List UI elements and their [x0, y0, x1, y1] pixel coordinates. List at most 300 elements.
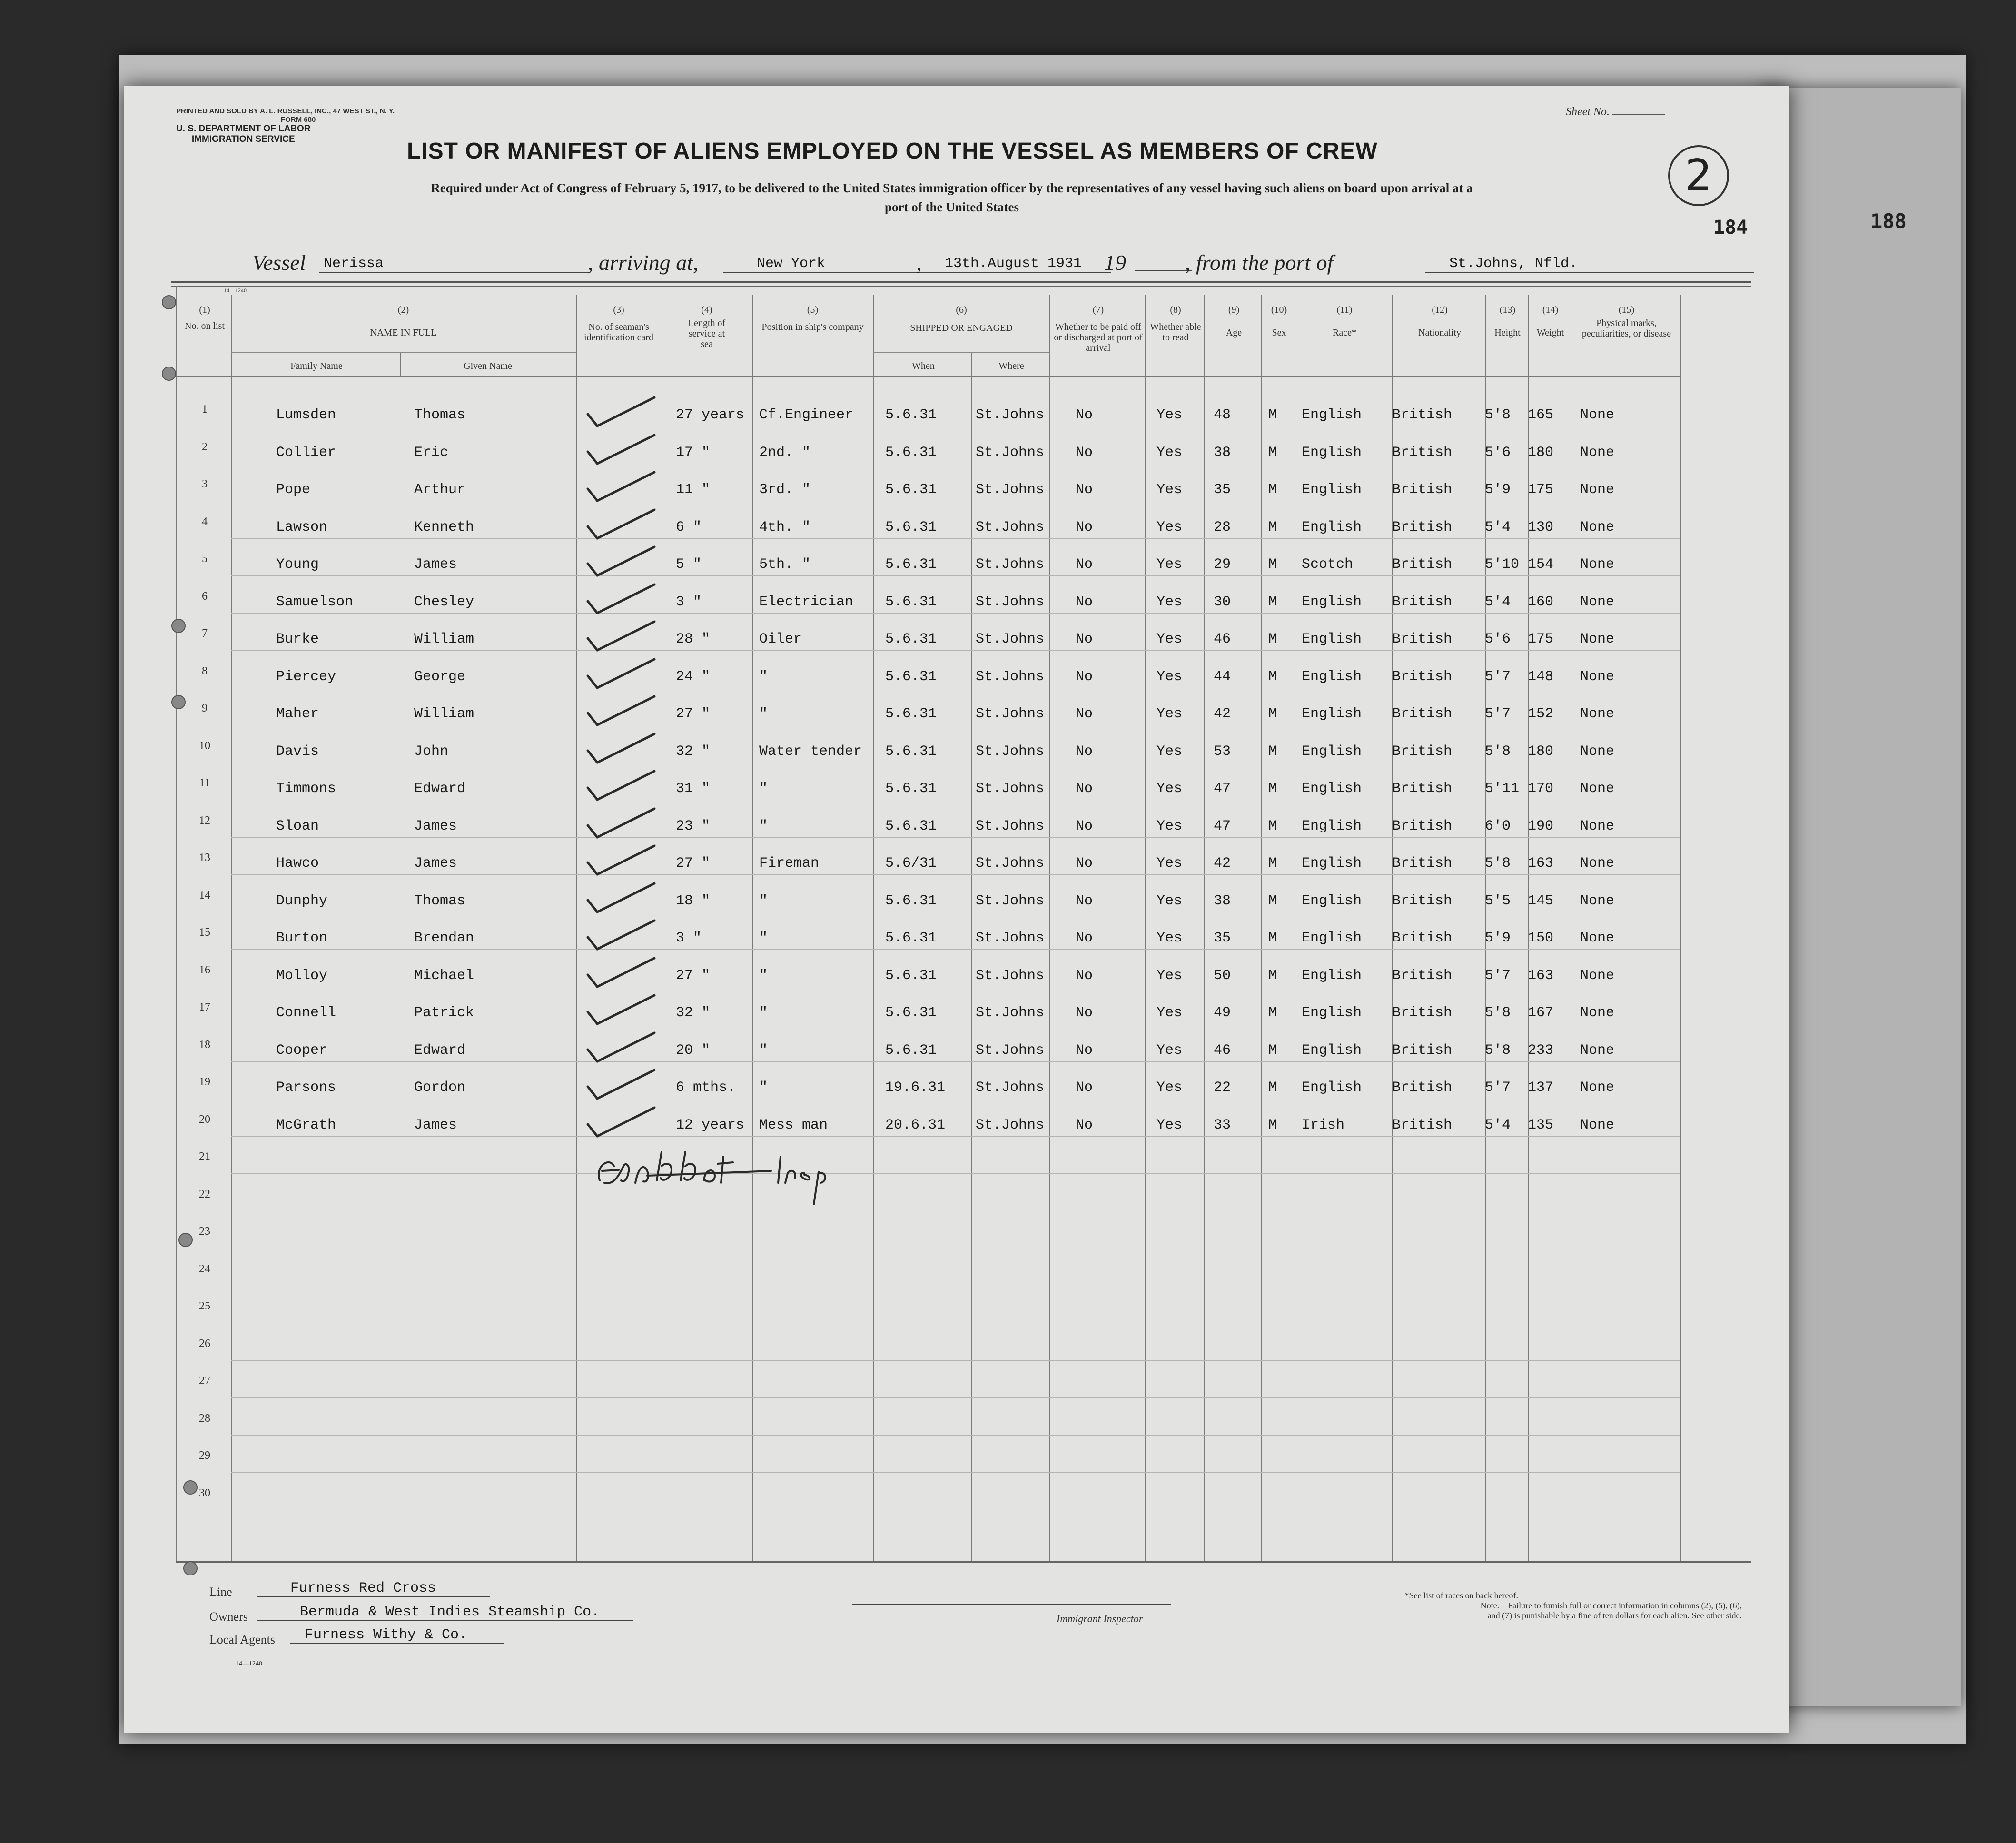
row-number: 25 — [199, 1300, 210, 1312]
cell-weight: 180 — [1528, 743, 1554, 760]
cell-marks: None — [1580, 407, 1615, 423]
cell-sex: M — [1268, 781, 1277, 797]
row-number: 1 — [202, 403, 208, 416]
checkmark-icon — [583, 393, 659, 431]
cell-family: Pope — [276, 482, 311, 498]
col-9-header: (9) Age — [1225, 305, 1242, 338]
cell-where: St.Johns — [976, 818, 1045, 834]
cell-when: 5.6.31 — [885, 631, 937, 647]
row-number: 23 — [199, 1225, 210, 1238]
cell-height: 5'8 — [1485, 407, 1511, 423]
cell-nationality: British — [1392, 1042, 1453, 1059]
cell-marks: None — [1580, 556, 1615, 573]
cell-nationality: British — [1392, 781, 1453, 797]
cell-family: Maher — [276, 706, 319, 722]
cell-weight: 165 — [1528, 407, 1554, 423]
cell-height: 5'6 — [1485, 444, 1511, 461]
cell-where: St.Johns — [976, 444, 1045, 461]
cell-sex: M — [1268, 444, 1277, 461]
cell-sex: M — [1268, 556, 1277, 573]
row-number: 30 — [199, 1486, 210, 1499]
comma: , — [916, 250, 922, 275]
cell-race: English — [1302, 930, 1362, 946]
cell-where: St.Johns — [976, 855, 1045, 872]
cell-given: Chesley — [414, 594, 474, 610]
cell-weight: 160 — [1528, 594, 1554, 610]
cell-race: English — [1302, 967, 1362, 984]
row-rule — [231, 1397, 1680, 1398]
col-8-header: (8) Whether able to read — [1150, 305, 1201, 343]
row-rule — [231, 613, 1680, 614]
cell-sex: M — [1268, 1042, 1277, 1059]
cell-given: George — [414, 668, 466, 685]
owners-label: Owners — [209, 1610, 248, 1624]
vessel-name: Nerissa — [319, 256, 590, 273]
cell-sex: M — [1268, 1005, 1277, 1021]
agents-label: Local Agents — [209, 1633, 275, 1646]
footer — [209, 1580, 1742, 1704]
binder-hole — [162, 367, 176, 381]
cell-paid: No — [1076, 818, 1093, 834]
cell-when: 5.6.31 — [885, 930, 937, 946]
cell-where: St.Johns — [976, 1042, 1045, 1059]
cell-race: English — [1302, 668, 1362, 685]
checkmark-icon — [583, 617, 659, 655]
col-7-header: (7) Whether to be paid off or discharged at port of arrival — [1054, 305, 1143, 353]
cell-read: Yes — [1156, 743, 1183, 760]
cell-family: Piercey — [276, 668, 336, 685]
cell-service: 31 " — [676, 781, 711, 797]
cell-family: Timmons — [276, 781, 336, 797]
cell-read: Yes — [1156, 407, 1183, 423]
cell-height: 5'8 — [1485, 743, 1511, 760]
cell-nationality: British — [1392, 855, 1453, 872]
cell-nationality: British — [1392, 556, 1453, 573]
cell-nationality: British — [1392, 1005, 1453, 1021]
cell-marks: None — [1580, 594, 1615, 610]
cell-position: 2nd. " — [759, 444, 811, 461]
cell-service: 3 " — [676, 930, 702, 946]
cell-given: Edward — [414, 781, 466, 797]
row-number: 26 — [199, 1337, 210, 1350]
cell-height: 5'7 — [1485, 706, 1511, 722]
cell-paid: No — [1076, 706, 1093, 722]
cell-where: St.Johns — [976, 631, 1045, 647]
row-number: 17 — [199, 1001, 210, 1013]
checkmark-icon — [583, 692, 659, 730]
col-6-where-header: Where — [998, 361, 1024, 371]
cell-service: 28 " — [676, 631, 711, 647]
cell-age: 44 — [1214, 668, 1231, 685]
cell-weight: 152 — [1528, 706, 1554, 722]
cell-marks: None — [1580, 706, 1615, 722]
cell-position: " — [759, 930, 768, 946]
cell-paid: No — [1076, 556, 1093, 573]
row-rule — [231, 1360, 1680, 1361]
cell-read: Yes — [1156, 1042, 1183, 1059]
cell-where: St.Johns — [976, 482, 1045, 498]
cell-read: Yes — [1156, 781, 1183, 797]
row-rule — [231, 1435, 1680, 1436]
cell-when: 20.6.31 — [885, 1117, 946, 1133]
cell-when: 5.6.31 — [885, 482, 937, 498]
col-2-given-header: Given Name — [464, 361, 512, 371]
cell-sex: M — [1268, 407, 1277, 423]
cell-nationality: British — [1392, 967, 1453, 984]
cell-given: John — [414, 743, 449, 760]
cell-weight: 154 — [1528, 556, 1554, 573]
cell-age: 47 — [1214, 781, 1231, 797]
owners-value: Bermuda & West Indies Steamship Co. — [257, 1604, 633, 1621]
cell-weight: 167 — [1528, 1005, 1554, 1021]
cell-race: English — [1302, 743, 1362, 760]
cell-nationality: British — [1392, 668, 1453, 685]
cell-given: William — [414, 706, 474, 722]
cell-position: " — [759, 781, 768, 797]
crew-table — [124, 86, 1789, 1733]
cell-when: 5.6.31 — [885, 556, 937, 573]
cell-paid: No — [1076, 1117, 1093, 1133]
row-number: 12 — [199, 814, 210, 827]
cell-read: Yes — [1156, 444, 1183, 461]
cell-service: 12 years — [676, 1117, 745, 1133]
agents-value: Furness Withy & Co. — [290, 1627, 504, 1644]
cell-marks: None — [1580, 444, 1615, 461]
cell-nationality: British — [1392, 892, 1453, 909]
cell-given: Michael — [414, 967, 474, 984]
cell-age: 29 — [1214, 556, 1231, 573]
cell-height: 5'4 — [1485, 594, 1511, 610]
cell-given: Patrick — [414, 1005, 474, 1021]
cell-where: St.Johns — [976, 967, 1045, 984]
checkmark-icon — [583, 841, 659, 879]
cell-family: Collier — [276, 444, 336, 461]
cell-nationality: British — [1392, 1080, 1453, 1096]
cell-family: Hawco — [276, 855, 319, 872]
department-heading: U. S. DEPARTMENT OF LABOR IMMIGRATION SERVICE — [176, 124, 311, 144]
cell-marks: None — [1580, 668, 1615, 685]
row-number: 18 — [199, 1038, 210, 1051]
cell-service: 27 " — [676, 967, 711, 984]
cell-sex: M — [1268, 594, 1277, 610]
col-4-header: (4) Length of service at sea — [688, 305, 726, 349]
cell-when: 5.6.31 — [885, 781, 937, 797]
cell-family: Burke — [276, 631, 319, 647]
cell-marks: None — [1580, 482, 1615, 498]
cell-height: 5'8 — [1485, 1042, 1511, 1059]
cell-sex: M — [1268, 743, 1277, 760]
arrival-date: 13th.August 1931 — [930, 256, 1111, 273]
cell-given: Thomas — [414, 407, 466, 423]
cell-weight: 163 — [1528, 855, 1554, 872]
cell-when: 5.6.31 — [885, 594, 937, 610]
cell-age: 42 — [1214, 706, 1231, 722]
checkmark-icon — [583, 991, 659, 1029]
cell-position: Electrician — [759, 594, 854, 610]
row-number: 13 — [199, 852, 210, 864]
cell-where: St.Johns — [976, 594, 1045, 610]
cell-age: 22 — [1214, 1080, 1231, 1096]
row-rule — [231, 949, 1680, 950]
cell-marks: None — [1580, 519, 1615, 535]
row-rule — [231, 538, 1680, 539]
cell-age: 35 — [1214, 482, 1231, 498]
row-number: 14 — [199, 889, 210, 902]
cell-sex: M — [1268, 930, 1277, 946]
row-number: 21 — [199, 1150, 210, 1163]
col-6-when-header: When — [912, 361, 935, 371]
cell-age: 53 — [1214, 743, 1231, 760]
row-number: 19 — [199, 1076, 210, 1088]
cell-nationality: British — [1392, 1117, 1453, 1133]
row-number: 10 — [199, 739, 210, 752]
cell-sex: M — [1268, 818, 1277, 834]
cell-read: Yes — [1156, 519, 1183, 535]
cell-weight: 148 — [1528, 668, 1554, 685]
cell-family: Connell — [276, 1005, 336, 1021]
from-label: , from the port of — [1185, 250, 1334, 275]
cell-paid: No — [1076, 1005, 1093, 1021]
year-label: 19 — [1104, 250, 1126, 275]
cell-height: 5'9 — [1485, 930, 1511, 946]
cell-age: 30 — [1214, 594, 1231, 610]
row-number: 16 — [199, 963, 210, 976]
cell-read: Yes — [1156, 668, 1183, 685]
cell-given: Kenneth — [414, 519, 474, 535]
stamp-number: 184 — [1713, 217, 1748, 238]
cell-weight: 175 — [1528, 631, 1554, 647]
cell-where: St.Johns — [976, 668, 1045, 685]
cell-race: English — [1302, 892, 1362, 909]
cell-paid: No — [1076, 668, 1093, 685]
cell-position: Cf.Engineer — [759, 407, 854, 423]
cell-given: Gordon — [414, 1080, 466, 1096]
cell-paid: No — [1076, 930, 1093, 946]
row-number: 4 — [202, 515, 208, 528]
cell-age: 38 — [1214, 892, 1231, 909]
cell-weight: 190 — [1528, 818, 1554, 834]
cell-weight: 150 — [1528, 930, 1554, 946]
cell-read: Yes — [1156, 818, 1183, 834]
row-rule — [231, 650, 1680, 651]
cell-position: " — [759, 818, 768, 834]
cell-weight: 233 — [1528, 1042, 1554, 1059]
cell-position: " — [759, 892, 768, 909]
col-14-header: (14) Weight — [1536, 305, 1564, 338]
row-rule — [231, 1061, 1680, 1062]
cell-position: Oiler — [759, 631, 802, 647]
cell-read: Yes — [1156, 1117, 1183, 1133]
row-number: 8 — [202, 664, 208, 677]
cell-nationality: British — [1392, 407, 1453, 423]
cell-age: 46 — [1214, 631, 1231, 647]
cell-nationality: British — [1392, 444, 1453, 461]
cell-position: " — [759, 706, 768, 722]
cell-read: Yes — [1156, 1005, 1183, 1021]
cell-service: 5 " — [676, 556, 702, 573]
cell-nationality: British — [1392, 482, 1453, 498]
row-rule — [231, 1472, 1680, 1473]
cell-where: St.Johns — [976, 519, 1045, 535]
cell-weight: 175 — [1528, 482, 1554, 498]
col-12-header: (12) Nationality — [1418, 305, 1461, 338]
row-number: 5 — [202, 553, 208, 565]
cell-when: 5.6.31 — [885, 743, 937, 760]
cell-sex: M — [1268, 706, 1277, 722]
cell-family: McGrath — [276, 1117, 336, 1133]
cell-when: 5.6.31 — [885, 892, 937, 909]
cell-sex: M — [1268, 519, 1277, 535]
cell-given: Brendan — [414, 930, 474, 946]
cell-height: 5'6 — [1485, 631, 1511, 647]
col-15-header: (15) Physical marks, peculiarities, or disease — [1581, 305, 1671, 339]
cell-marks: None — [1580, 781, 1615, 797]
col-11-header: (11) Race* — [1333, 305, 1356, 338]
cell-age: 35 — [1214, 930, 1231, 946]
row-number: 3 — [202, 478, 208, 490]
cell-marks: None — [1580, 818, 1615, 834]
cell-weight: 170 — [1528, 781, 1554, 797]
cell-height: 5'5 — [1485, 892, 1511, 909]
cell-where: St.Johns — [976, 1005, 1045, 1021]
cell-where: St.Johns — [976, 781, 1045, 797]
cell-paid: No — [1076, 1080, 1093, 1096]
checkmark-icon — [583, 916, 659, 954]
cell-family: Cooper — [276, 1042, 328, 1059]
cell-service: 23 " — [676, 818, 711, 834]
row-number: 29 — [199, 1449, 210, 1462]
cell-height: 5'4 — [1485, 519, 1511, 535]
page-subtitle: Required under Act of Congress of February 5, 1917, to be delivered to the United States immigration officer by the representatives of any vessel having such aliens on board upon arrival at a port of the United States — [431, 181, 1473, 214]
col-2-header: (2) NAME IN FULL — [370, 305, 437, 338]
cell-position: " — [759, 967, 768, 984]
cell-service: 32 " — [676, 1005, 711, 1021]
cell-nationality: British — [1392, 743, 1453, 760]
cell-sex: M — [1268, 668, 1277, 685]
row-rule — [231, 874, 1680, 875]
cell-race: English — [1302, 482, 1362, 498]
cell-marks: None — [1580, 1042, 1615, 1059]
cell-when: 5.6.31 — [885, 1042, 937, 1059]
cell-marks: None — [1580, 930, 1615, 946]
cell-service: 17 " — [676, 444, 711, 461]
checkmark-icon — [583, 542, 659, 580]
cell-service: 6 " — [676, 519, 702, 535]
sheet-no-label: Sheet No. — [1566, 106, 1665, 119]
checkmark-icon — [583, 1028, 659, 1066]
cell-read: Yes — [1156, 892, 1183, 909]
cell-race: English — [1302, 407, 1362, 423]
cell-service: 6 mths. — [676, 1080, 736, 1096]
cell-race: English — [1302, 519, 1362, 535]
cell-sex: M — [1268, 631, 1277, 647]
cell-age: 38 — [1214, 444, 1231, 461]
cell-read: Yes — [1156, 594, 1183, 610]
cell-height: 5'7 — [1485, 967, 1511, 984]
checkmark-icon — [583, 766, 659, 804]
cell-age: 42 — [1214, 855, 1231, 872]
cell-where: St.Johns — [976, 930, 1045, 946]
cell-when: 5.6.31 — [885, 1005, 937, 1021]
cell-weight: 135 — [1528, 1117, 1554, 1133]
printer-imprint: PRINTED AND SOLD BY A. L. RUSSELL, INC., 47 WEST ST., N. Y. FORM 680 — [176, 107, 395, 124]
cell-read: Yes — [1156, 706, 1183, 722]
cell-age: 48 — [1214, 407, 1231, 423]
col-6-header: (6) SHIPPED OR ENGAGED — [910, 305, 1013, 333]
binder-hole — [171, 695, 186, 709]
row-number: 15 — [199, 926, 210, 939]
cell-where: St.Johns — [976, 892, 1045, 909]
cell-given: James — [414, 855, 457, 872]
col-2-family-header: Family Name — [290, 361, 343, 371]
cell-race: English — [1302, 1005, 1362, 1021]
cell-paid: No — [1076, 1042, 1093, 1059]
row-rule — [231, 1136, 1680, 1137]
back-sheet — [1761, 88, 1961, 1706]
checkmark-icon — [583, 654, 659, 693]
cell-marks: None — [1580, 631, 1615, 647]
row-number: 11 — [199, 777, 210, 789]
cell-nationality: British — [1392, 930, 1453, 946]
cell-height: 5'7 — [1485, 1080, 1511, 1096]
cell-race: English — [1302, 855, 1362, 872]
vessel-label: Vessel — [252, 250, 306, 275]
cell-weight: 137 — [1528, 1080, 1554, 1096]
cell-family: Lumsden — [276, 407, 336, 423]
cell-marks: None — [1580, 967, 1615, 984]
cell-read: Yes — [1156, 556, 1183, 573]
cell-nationality: British — [1392, 818, 1453, 834]
line-value: Furness Red Cross — [257, 1580, 490, 1597]
cell-race: English — [1302, 594, 1362, 610]
cell-family: Lawson — [276, 519, 328, 535]
cell-when: 5.6.31 — [885, 967, 937, 984]
cell-position: " — [759, 1042, 768, 1059]
cell-position: Fireman — [759, 855, 820, 872]
cell-family: Davis — [276, 743, 319, 760]
cell-family: Samuelson — [276, 594, 354, 610]
cell-given: James — [414, 556, 457, 573]
col-1-header: (1) No. on list — [185, 305, 225, 331]
cell-age: 28 — [1214, 519, 1231, 535]
cell-height: 5'11 — [1485, 781, 1520, 797]
form-code: 14—1240 — [236, 1660, 262, 1667]
back-stamp-number: 188 — [1870, 209, 1907, 233]
cell-when: 5.6.31 — [885, 444, 937, 461]
cell-paid: No — [1076, 482, 1093, 498]
cell-age: 46 — [1214, 1042, 1231, 1059]
cell-paid: No — [1076, 594, 1093, 610]
cell-nationality: British — [1392, 706, 1453, 722]
cell-position: " — [759, 1005, 768, 1021]
cell-paid: No — [1076, 855, 1093, 872]
cell-race: English — [1302, 781, 1362, 797]
cell-read: Yes — [1156, 631, 1183, 647]
cell-sex: M — [1268, 482, 1277, 498]
cell-position: Water tender — [759, 743, 862, 760]
cell-race: Scotch — [1302, 556, 1354, 573]
cell-family: Young — [276, 556, 319, 573]
from-port: St.Johns, Nfld. — [1425, 256, 1754, 273]
col-5-header: (5) Position in ship's company — [761, 305, 864, 332]
cell-when: 5.6.31 — [885, 407, 937, 423]
cell-service: 32 " — [676, 743, 711, 760]
cell-where: St.Johns — [976, 1080, 1045, 1096]
cell-race: English — [1302, 818, 1362, 834]
cell-where: St.Johns — [976, 743, 1045, 760]
cell-paid: No — [1076, 743, 1093, 760]
row-rule — [231, 1173, 1680, 1174]
